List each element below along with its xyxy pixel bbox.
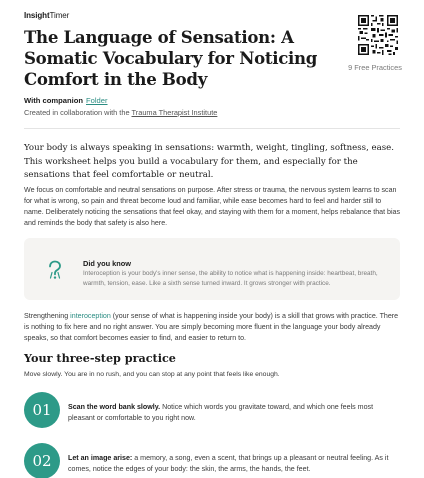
header-divider [24,128,400,129]
step-number-badge: 01 [24,392,60,428]
step-title: Scan the word bank slowly. [68,403,161,411]
companion-line [24,96,108,105]
interoception-paragraph [24,311,402,344]
callout-title: Did you know [83,259,132,268]
page-title: The Language of Sensation: A Somatic Vocabulary for Noticing Comfort in the Body [24,27,318,89]
section-subtext: Move slowly. You are in no rush, and you can stop at any point that feels like enough. [24,371,280,378]
step-text [68,453,398,475]
collaboration-line [24,108,217,117]
step-number-badge: 02 [24,443,60,478]
step-text [68,402,398,424]
step-body: Notice which words you gravitate toward, and which one feels most pleasant or comfortable to you right now. [68,403,374,422]
brand-name-thin: Timer [49,11,70,20]
section-heading: Your three-step practice [24,351,176,365]
companion-folder-link[interactable]: Folder [86,96,108,105]
intro-paragraph: We focus on comfortable and neutral sensations on purpose. After stress or trauma, the nervous system learns to scan for what is wrong, so pain and threat become loud and familiar, while ease becomes hard to feel and harder still to name. Deliberately noticing the sensations that feel okay, and staying with them for a moment, helps rebalance that bias and reminds the body that safety is also here. [24,186,401,227]
brand-name-bold: Insight [24,11,50,20]
collab-prefix: Created in collaboration with the [24,108,130,117]
para2-before: Strengthening [24,312,69,320]
did-you-know-callout [24,238,400,300]
callout-body: Interoception is your body's inner sense, the ability to notice what is happening inside: heartbeat, breath, warmth, tension, ease. Like a sixth sense turned inward. It grows stronger with practice. [83,270,378,287]
step-title: Let an image arise: [68,454,133,462]
trauma-therapist-institute-link[interactable]: Trauma Therapist Institute [131,108,218,117]
interoception-term-link[interactable]: interoception [70,312,111,320]
question-mark-icon [46,260,64,280]
qr-caption: 9 Free Practices [348,63,402,72]
companion-label: With companion [24,96,83,105]
lead-paragraph: Your body is always speaking in sensations: warmth, weight, tingling, softness, ease. This worksheet helps you build a vocabulary for them, and especially for the sensations that feel comfortable or neutral. [24,143,394,180]
insight-timer-logo[interactable] [24,11,69,20]
qr-code[interactable] [358,15,398,55]
para2-after: (your sense of what is happening inside your body) is a skill that grows with practice. There is nothing to fix here and no right answer. You are simply becoming more fluent in the language your body already speaks, so that comfort becomes easier to find, and easier to return to. [24,312,399,342]
step-body: a memory, a song, even a scent, that brings up a pleasant or neutral feeling. As it comes, notice the edges of your body: the skin, the arms, the hands, the feet. [68,454,389,473]
